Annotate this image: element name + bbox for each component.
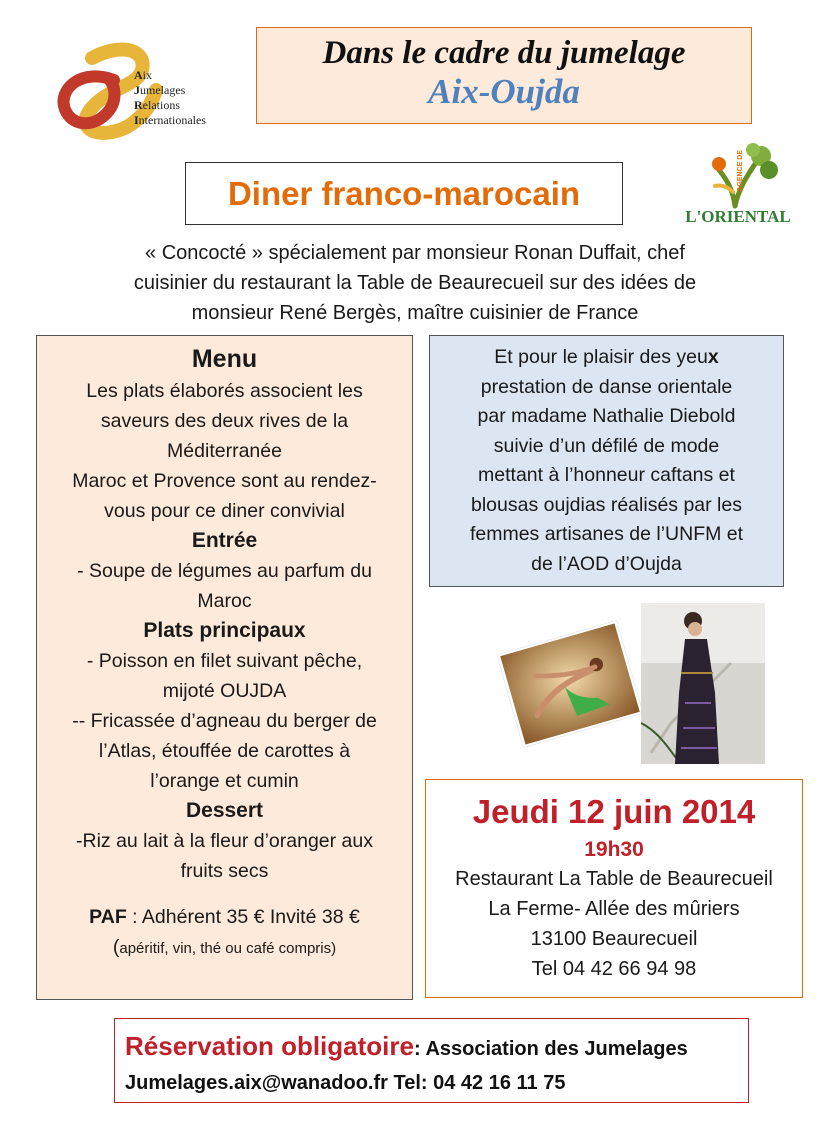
event-venue: Restaurant La Table de Beaurecueil	[455, 868, 773, 890]
entree-heading: Entrée	[191, 529, 258, 552]
oriental-small-text: AGENCE DE	[737, 150, 744, 192]
reservation-association: : Association des Jumelages	[413, 1038, 688, 1060]
price-line: PAF : Adhérent 35 € Invité 38 €	[89, 906, 360, 928]
dessert-heading: Dessert	[185, 799, 264, 822]
menu-heading: Menu	[191, 345, 258, 373]
logo-text: Aix Jumelages Relations Internationales	[134, 68, 206, 127]
show-box: Et pour le plaisir des yeux prestation de danse orientale par madame Nathalie Diebold suivie d’un défilé de mode mettant à l’honneur caftans et blousas oujdias réalisés par les femmes artisanes de l’UNFM et de l’AOD d’Oujda	[429, 335, 784, 587]
header-line-2: Aix-Oujda	[428, 72, 580, 111]
reservation-box	[114, 1018, 749, 1103]
event-phone: Tel 04 42 66 94 98	[531, 958, 697, 980]
event-city: 13100 Beaurecueil	[530, 928, 698, 950]
dancer-photo	[497, 621, 643, 747]
event-address: La Ferme- Allée des mûriers	[488, 898, 740, 920]
reservation-contact: Jumelages.aix@wanadoo.fr Tel: 04 42 16 11 75	[125, 1072, 566, 1094]
menu-box: Menu Les plats élaborés associent les saveurs des deux rives de la Méditerranée Maroc et Provence sont au rendez- vous pour ce diner convivial Entrée - Soupe de légumes au parfum du Maroc Plats principaux - Poisson en filet suivant pêche, mijoté OUJDA -- Fricassée d’agneau du berger de l’Atlas, étouffée de carottes à l’orange et cumin Dessert -Riz au lait à la fleur d’oranger aux fruits secs PAF : Adhérent 35 € Invité 38 € (apéritif, vin, thé ou café compris)	[36, 335, 413, 1000]
event-box	[425, 779, 803, 998]
header-box	[256, 27, 752, 124]
price-note: (apéritif, vin, thé ou café compris)	[112, 936, 337, 958]
intro-text: « Concocté » spécialement par monsieur Ronan Duffait, chef cuisinier du restaurant la Table de Beaurecueil sur des idées de monsieur René Bergès, maître cuisinier de France	[133, 242, 697, 324]
reservation-title: Réservation obligatoire	[125, 1031, 414, 1061]
plats-heading: Plats principaux	[143, 619, 306, 642]
fashion-model-photo	[641, 603, 765, 764]
event-date: Jeudi 12 juin 2014	[472, 793, 756, 830]
page-title: Diner franco-marocain	[227, 175, 581, 212]
oriental-logo-text: L'ORIENTAL	[685, 207, 791, 226]
title-box	[185, 162, 623, 225]
header-line-1: Dans le cadre du jumelage	[322, 35, 686, 71]
event-time: 19h30	[584, 838, 644, 861]
